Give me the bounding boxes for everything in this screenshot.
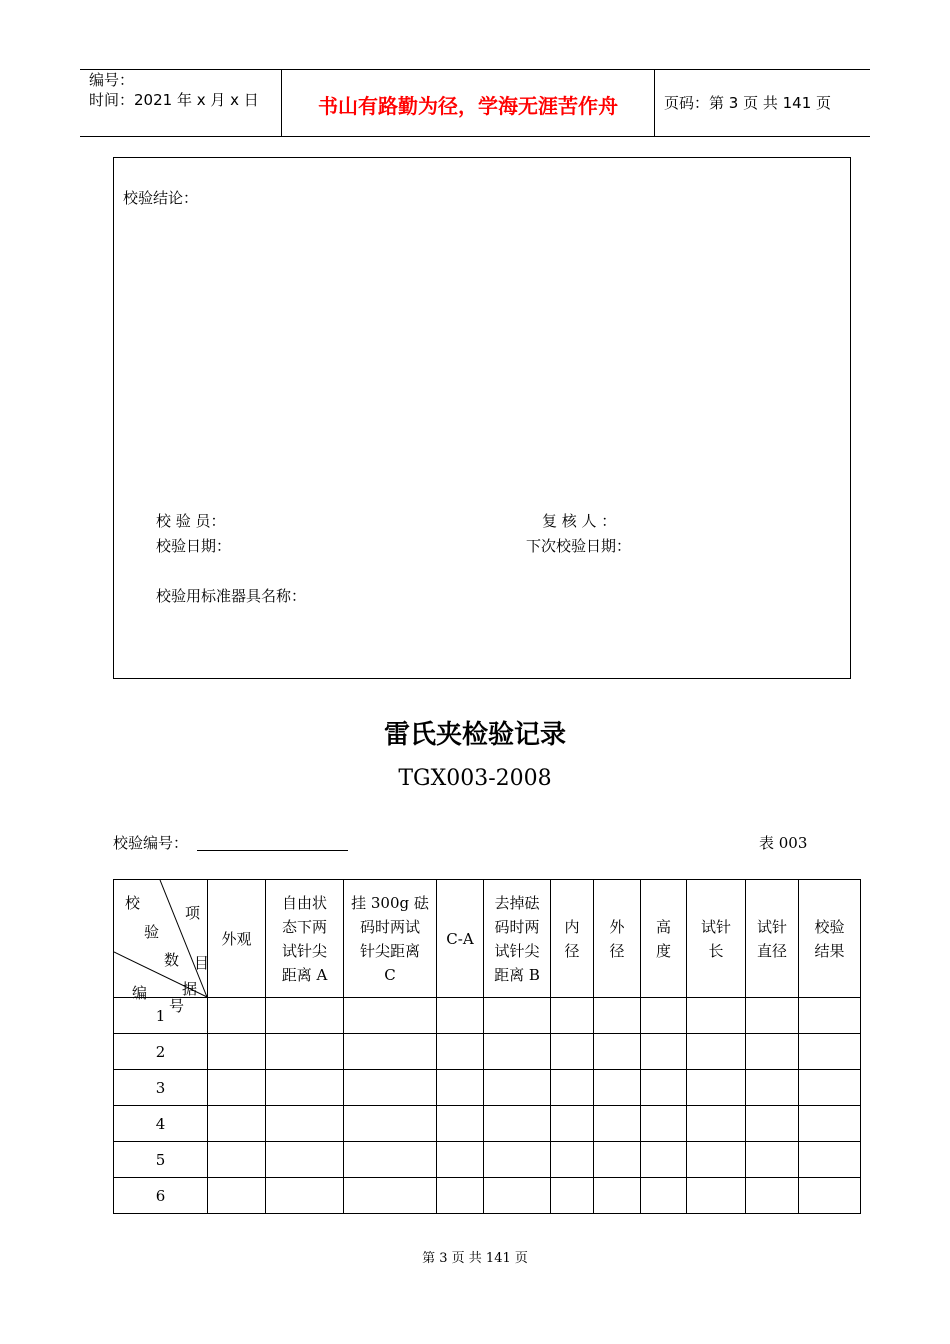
inspector-label: 校 验 员：: [156, 512, 226, 530]
table-row: [114, 998, 861, 1034]
col-header-unloaded-distance-b: 去掉砝 码时两 试针尖 距离 B: [484, 880, 551, 998]
corner-header-cell: [114, 880, 210, 1015]
col-header-appearance: 外观: [208, 880, 266, 998]
inspection-date-label: 校验日期：: [156, 537, 232, 555]
serial-label: 编号：: [89, 71, 135, 89]
document-title: 雷氏夹检验记录: [383, 720, 566, 750]
row-number: 4: [114, 1106, 208, 1142]
form-number: 表 003: [759, 834, 808, 852]
corner-char: 校: [125, 894, 141, 912]
corner-char: 据: [182, 980, 198, 998]
col-header-c-minus-a: C-A: [437, 880, 484, 998]
corner-char: 目: [194, 954, 210, 972]
col-header-loaded-distance-c: 挂 300g 砝 码时两试 针尖距离 C: [344, 880, 437, 998]
corner-char: 验: [144, 923, 160, 941]
col-header-needle-diameter: 试针 直径: [746, 880, 799, 998]
row-number: 1: [114, 998, 208, 1034]
col-header-inner-diameter: 内 径: [551, 880, 594, 998]
inspection-record-table: [113, 879, 861, 1214]
row-number: 2: [114, 1034, 208, 1070]
table-row: [114, 1034, 861, 1070]
corner-char: 编: [132, 984, 148, 1002]
conclusion-label: 校验结论：: [123, 189, 199, 207]
col-header-outer-diameter: 外 径: [594, 880, 641, 998]
row-number: 6: [114, 1178, 208, 1214]
page-footer: 第 3 页 共 141 页: [422, 1251, 528, 1266]
inspection-number-blank: [197, 850, 348, 851]
motto: 书山有路勤为径，学海无涯苦作舟: [318, 94, 618, 118]
col-header-height: 高 度: [641, 880, 687, 998]
col-header-result: 校验 结果: [799, 880, 861, 998]
header-divider-right: [654, 69, 655, 136]
document-code: TGX003-2008: [398, 766, 552, 791]
table-row: [114, 1142, 861, 1178]
table-row: [114, 1178, 861, 1214]
corner-char: 号: [169, 997, 185, 1015]
header-bottom-rule: [80, 136, 870, 137]
table-row: [114, 1070, 861, 1106]
col-header-free-distance-a: 自由状 态下两 试针尖 距离 A: [266, 880, 344, 998]
page-label: 页码：第 3 页 共 141 页: [664, 94, 832, 112]
reviewer-label: 复 核 人 ：: [542, 512, 617, 530]
row-number: 5: [114, 1142, 208, 1178]
next-inspection-date-label: 下次校验日期：: [526, 537, 632, 555]
row-number: 3: [114, 1070, 208, 1106]
table-row: [114, 1106, 861, 1142]
corner-char: 数: [164, 951, 180, 969]
col-header-needle-length: 试针 长: [687, 880, 746, 998]
header-top-rule: [80, 69, 870, 70]
standard-instrument-label: 校验用标准器具名称：: [156, 587, 307, 605]
time-label: 时间：2021 年 x 月 x 日: [89, 91, 259, 109]
inspection-number-label: 校验编号：: [113, 834, 189, 852]
corner-char: 项: [185, 904, 201, 922]
